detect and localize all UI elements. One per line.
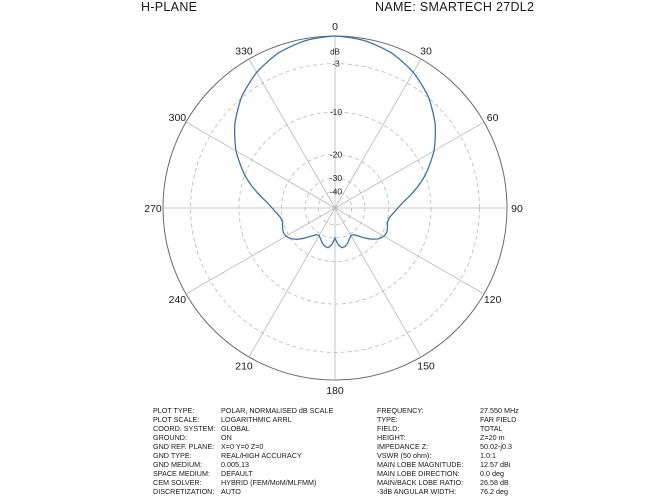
angle-label-180: 180	[326, 385, 344, 397]
info-row	[377, 433, 519, 442]
radial-tick-label: -3	[332, 58, 340, 69]
info-value: HYBRID (FEM/MoM/MLFMM)	[221, 478, 317, 488]
radial-tick-label: -10	[329, 106, 343, 117]
info-value: ON	[221, 433, 232, 443]
info-key: COORD. SYSTEM:	[153, 424, 216, 434]
info-key: IMPEDANCE Z:	[377, 442, 429, 452]
radial-tick-label: -40	[329, 186, 343, 197]
grid-spoke-30	[335, 59, 421, 208]
info-row	[153, 478, 333, 487]
info-row	[377, 406, 519, 415]
info-key: MAIN LOBE DIRECTION:	[377, 469, 460, 479]
angle-label-240: 240	[168, 294, 187, 306]
info-row	[377, 415, 519, 424]
grid-spoke-240	[186, 208, 335, 294]
info-key: DISCRETIZATION:	[153, 487, 215, 497]
info-value: REAL/HIGH ACCURACY	[221, 451, 302, 461]
info-row	[377, 487, 519, 496]
info-key: FREQUENCY:	[377, 406, 424, 415]
grid-spoke-120	[335, 208, 484, 294]
info-row	[153, 433, 333, 442]
radial-tick-label: -20	[329, 149, 343, 160]
grid-spoke-150	[335, 208, 421, 357]
info-key: HEIGHT:	[377, 433, 406, 443]
results-table-right	[377, 406, 519, 496]
info-key: TYPE:	[377, 415, 398, 425]
info-value: FAR FIELD	[480, 415, 517, 425]
info-row	[377, 469, 519, 478]
info-value: 50.02-j0.3	[480, 442, 512, 452]
angle-label-210: 210	[235, 360, 253, 373]
info-row	[153, 406, 333, 415]
info-row	[153, 487, 333, 496]
info-value: 12.57 dBi	[480, 460, 511, 470]
angle-label-270: 270	[144, 203, 162, 215]
angle-label-150: 150	[417, 360, 435, 373]
info-key: GROUND:	[153, 433, 187, 443]
info-value: DEFAULT	[221, 469, 253, 479]
info-row	[377, 451, 519, 460]
angle-label-330: 330	[235, 45, 253, 58]
info-value: 0.0 deg	[480, 469, 504, 479]
info-row	[377, 478, 519, 487]
info-value: 27.550 MHz	[480, 406, 519, 415]
info-row	[153, 469, 333, 478]
info-value: 76.2 deg	[480, 487, 508, 497]
info-row	[153, 442, 333, 451]
info-key: VSWR (50 ohm):	[377, 451, 432, 461]
info-key: MAIN LOBE MAGNITUDE:	[377, 460, 464, 470]
angle-label-300: 300	[168, 112, 187, 124]
info-value: 0.005,13	[221, 460, 249, 470]
info-value: TOTAL	[480, 424, 503, 434]
angle-label-120: 120	[483, 294, 502, 306]
info-value: AUTO	[221, 487, 241, 497]
info-key: SPACE MEDIUM:	[153, 469, 210, 479]
info-key: -3dB ANGULAR WIDTH:	[377, 487, 457, 497]
angle-label-90: 90	[511, 203, 523, 215]
grid-spoke-210	[249, 208, 335, 357]
info-key: PLOT SCALE:	[153, 415, 200, 425]
info-row	[377, 442, 519, 451]
info-value: GLOBAL	[221, 424, 250, 434]
info-key: CEM SOLVER:	[153, 478, 202, 488]
info-row	[153, 424, 333, 433]
info-key: GND MEDIUM:	[153, 460, 203, 470]
radial-tick-labels	[330, 59, 343, 197]
info-value: 26.58 dB	[480, 478, 509, 488]
info-row	[153, 460, 333, 469]
info-row	[153, 451, 333, 460]
info-value: X=0 Y=0 Z=0	[221, 442, 264, 452]
radial-unit-label: dB	[330, 47, 340, 57]
radial-tick-label: -30	[329, 173, 343, 184]
info-value: POLAR, NORMALISED dB SCALE	[221, 406, 334, 415]
info-row	[377, 460, 519, 469]
polar-grid	[163, 36, 507, 380]
info-row	[153, 415, 333, 424]
info-row	[377, 424, 519, 433]
info-key: FIELD:	[377, 424, 400, 434]
settings-table-left	[153, 406, 333, 496]
info-value: Z=20 m	[480, 433, 505, 443]
angle-label-0: 0	[332, 21, 338, 33]
grid-spoke-330	[249, 59, 335, 208]
info-key: GND REF. PLANE:	[153, 442, 215, 452]
angle-label-60: 60	[486, 112, 499, 124]
info-key: PLOT TYPE:	[153, 406, 195, 415]
antenna-name: NAME: SMARTECH 27DL2	[375, 0, 535, 14]
info-key: MAIN/BACK LOBE RATIO:	[377, 478, 464, 488]
plane-title: H-PLANE	[141, 0, 198, 14]
info-value: 1.0:1	[480, 451, 496, 461]
info-key: GND TYPE:	[153, 451, 192, 461]
angle-label-30: 30	[420, 45, 432, 58]
info-value: LOGARITHMIC ARRL	[221, 415, 292, 425]
